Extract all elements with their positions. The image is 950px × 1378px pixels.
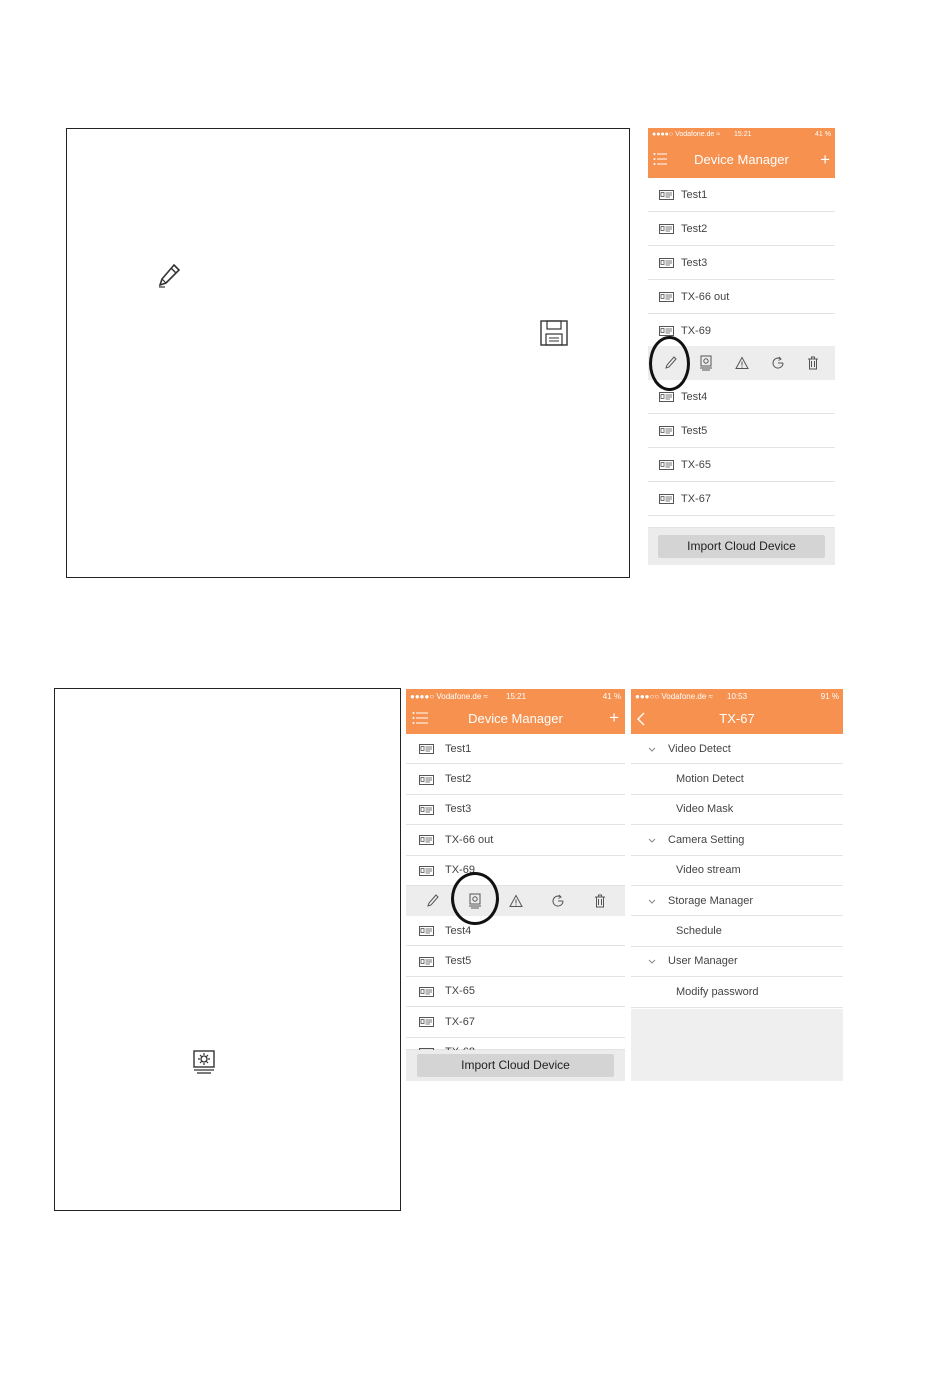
device-name: TX-69 bbox=[445, 864, 475, 877]
device-settings-icon[interactable] bbox=[699, 355, 713, 371]
device-name: Test2 bbox=[445, 773, 472, 786]
trash-icon[interactable] bbox=[807, 356, 819, 370]
device-row[interactable] bbox=[648, 516, 835, 528]
add-icon[interactable]: + bbox=[609, 708, 619, 727]
device-icon bbox=[659, 326, 674, 336]
device-icon bbox=[419, 926, 434, 936]
device-name: TX-66 out bbox=[445, 833, 494, 846]
settings-item-row[interactable] bbox=[631, 764, 843, 794]
device-row[interactable] bbox=[648, 178, 835, 212]
status-battery: 41 % bbox=[815, 131, 831, 138]
device-row[interactable] bbox=[648, 448, 835, 482]
footer-bar bbox=[648, 528, 835, 565]
reset-icon[interactable] bbox=[551, 894, 565, 908]
screen-title: Device Manager bbox=[468, 711, 563, 726]
device-row[interactable] bbox=[648, 482, 835, 516]
settings-item-row[interactable] bbox=[631, 856, 843, 886]
device-name: TX-67 bbox=[445, 1015, 475, 1028]
alarm-icon[interactable] bbox=[735, 357, 749, 370]
device-row[interactable] bbox=[648, 280, 835, 314]
settings-group-label: Video Detect bbox=[668, 742, 731, 755]
footer-bar bbox=[406, 1050, 625, 1081]
pencil-icon bbox=[157, 263, 181, 289]
device-name: TX-65 bbox=[681, 458, 711, 471]
empty-area bbox=[631, 1009, 843, 1081]
status-carrier: ●●●○○ Vodafone.de ≈ bbox=[635, 692, 713, 701]
device-name: Test1 bbox=[445, 742, 472, 755]
settings-group-label: User Manager bbox=[668, 955, 738, 968]
device-row[interactable] bbox=[406, 795, 625, 825]
settings-item-row[interactable] bbox=[631, 977, 843, 1007]
device-name: Test3 bbox=[681, 256, 708, 269]
settings-group-row[interactable] bbox=[631, 886, 843, 916]
device-row[interactable] bbox=[648, 212, 835, 246]
device-name: TX-67 bbox=[681, 492, 711, 505]
add-icon[interactable]: + bbox=[820, 150, 830, 169]
import-cloud-device-button[interactable]: Import Cloud Device bbox=[658, 535, 825, 558]
device-icon bbox=[419, 744, 434, 754]
device-icon bbox=[659, 258, 674, 268]
device-icon bbox=[419, 805, 434, 815]
device-icon bbox=[659, 460, 674, 470]
device-icon bbox=[419, 957, 434, 967]
settings-item-label: Modify password bbox=[676, 985, 759, 998]
device-icon bbox=[659, 292, 674, 302]
settings-item-label: Schedule bbox=[676, 925, 722, 938]
device-icon bbox=[419, 835, 434, 845]
settings-item-label: Motion Detect bbox=[676, 773, 744, 786]
phone-screenshot-device-manager-a bbox=[648, 128, 835, 565]
device-icon bbox=[419, 775, 434, 785]
instruction-box-1 bbox=[66, 128, 630, 578]
device-row[interactable] bbox=[648, 414, 835, 448]
import-cloud-device-button[interactable]: Import Cloud Device bbox=[417, 1054, 614, 1077]
trash-icon[interactable] bbox=[594, 894, 606, 908]
settings-group-row[interactable] bbox=[631, 947, 843, 977]
status-time: 10:53 bbox=[727, 692, 748, 701]
device-name: Test3 bbox=[445, 803, 472, 816]
device-action-bar bbox=[406, 886, 625, 916]
settings-group-row[interactable] bbox=[631, 734, 843, 764]
chevron-down-icon bbox=[648, 959, 656, 964]
device-name: Test5 bbox=[445, 955, 472, 968]
device-row[interactable] bbox=[406, 764, 625, 794]
device-row[interactable] bbox=[406, 1007, 625, 1037]
device-row[interactable] bbox=[406, 977, 625, 1007]
device-name: Test2 bbox=[681, 222, 708, 235]
device-icon bbox=[419, 1017, 434, 1027]
reset-icon[interactable] bbox=[771, 356, 785, 370]
device-icon bbox=[659, 224, 674, 234]
status-battery: 91 % bbox=[820, 692, 839, 701]
device-icon bbox=[659, 190, 674, 200]
device-name: Test1 bbox=[681, 188, 708, 201]
app-header bbox=[406, 689, 625, 734]
settings-item-label: Video Mask bbox=[676, 803, 734, 816]
status-carrier: ●●●●○ Vodafone.de ≈ bbox=[410, 692, 488, 701]
device-icon bbox=[419, 987, 434, 997]
settings-group-label: Camera Setting bbox=[668, 833, 745, 846]
phone-screenshot-device-settings bbox=[631, 689, 843, 1081]
status-time: 15:21 bbox=[506, 692, 527, 701]
highlight-circle bbox=[649, 336, 690, 391]
instruction-box-2 bbox=[54, 688, 401, 1211]
device-row[interactable] bbox=[406, 946, 625, 976]
chevron-down-icon bbox=[648, 838, 656, 843]
save-disk-icon bbox=[539, 319, 569, 347]
settings-item-label: Video stream bbox=[676, 864, 741, 877]
chevron-down-icon bbox=[648, 899, 656, 904]
device-name: TX-69 bbox=[681, 324, 711, 337]
device-icon bbox=[659, 426, 674, 436]
status-carrier: ●●●●○ Vodafone.de ≈ bbox=[652, 131, 721, 138]
device-name: TX-65 bbox=[445, 985, 475, 998]
device-icon bbox=[419, 866, 434, 876]
chevron-down-icon bbox=[648, 747, 656, 752]
settings-group-label: Storage Manager bbox=[668, 894, 753, 907]
app-header bbox=[648, 128, 835, 178]
settings-group-row[interactable] bbox=[631, 825, 843, 855]
alarm-icon[interactable] bbox=[509, 895, 523, 908]
screen-title: TX-67 bbox=[719, 711, 755, 726]
highlight-circle bbox=[451, 872, 499, 925]
device-row[interactable] bbox=[648, 246, 835, 280]
device-name: Test4 bbox=[681, 390, 708, 403]
settings-item-row[interactable] bbox=[631, 916, 843, 946]
app-header bbox=[631, 689, 843, 734]
status-time: 15:21 bbox=[734, 131, 752, 138]
device-icon bbox=[659, 494, 674, 504]
device-row[interactable] bbox=[406, 1038, 625, 1050]
device-settings-icon bbox=[192, 1049, 216, 1075]
device-row[interactable] bbox=[406, 916, 625, 946]
device-icon bbox=[659, 392, 674, 402]
device-name: Test5 bbox=[681, 424, 708, 437]
device-name: TX-66 out bbox=[681, 290, 730, 303]
status-battery: 41 % bbox=[602, 692, 621, 701]
device-row[interactable] bbox=[406, 825, 625, 855]
phone-screenshot-device-manager-b bbox=[406, 689, 625, 1081]
screen-title: Device Manager bbox=[694, 152, 789, 167]
device-row[interactable] bbox=[406, 734, 625, 764]
pencil-icon[interactable] bbox=[427, 894, 439, 908]
device-row[interactable] bbox=[406, 856, 625, 886]
device-name: Test4 bbox=[445, 924, 472, 937]
settings-item-row[interactable] bbox=[631, 795, 843, 825]
